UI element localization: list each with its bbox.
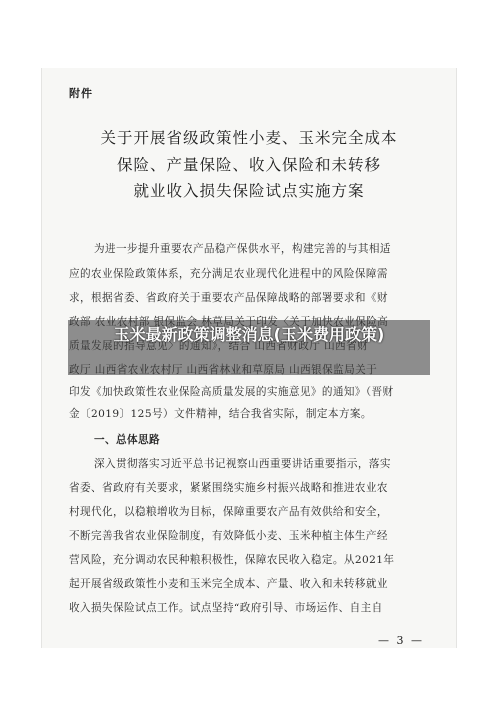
section-heading: 一、总体思路 [94, 434, 160, 446]
body-line: 印发《加快政策性农业保险高质量发展的实施意见》的通知》（晋财 [69, 386, 394, 398]
body-line: 求，根据省委、省政府关于重要农产品保障战略的部署要求和《财 [69, 292, 388, 304]
section-line: 省委、省政府有关要求，紧紧围绕实施乡村振兴战略和推进农业农 [69, 482, 388, 494]
section-line: 收入损失保险试点工作。试点坚持“政府引导、市场运作、自主自 [69, 602, 383, 614]
section-line: 起开展省级政策性小麦和玉米完全成本、产量、收入和未转移就业 [69, 578, 388, 590]
body-line: 金〔2019〕125号）文件精神，结合我省实际，制定本方案。 [69, 408, 372, 420]
document-title-line-3: 就业收入损失保险试点实施方案 [133, 182, 365, 200]
body-line: 应的农业保险政策体系，充分满足农业现代化进程中的风险保障需 [69, 268, 388, 280]
attachment-label: 附件 [69, 87, 93, 100]
body-line: 为进一步提升重要农产品稳产保供水平，构建完善的与其相适 [94, 243, 391, 255]
section-line: 村现代化，以稳粮增收为目标，保障重要农产品有效供给和安全， [69, 506, 388, 518]
document-title-line-2: 保险、产量保险、收入保险和未转移 [116, 156, 381, 174]
section-line: 深入贯彻落实习近平总书记视察山西重要讲话重要指示，落实 [94, 458, 391, 470]
overlay-title: 玉米最新政策调整消息(玉米费用政策) [113, 325, 385, 344]
document-title-line-1: 关于开展省级政策性小麦、玉米完全成本 [100, 129, 398, 147]
section-line: 营风险，充分调动农民种粮积极性，保障农民收入稳定。从2021年 [69, 554, 395, 566]
section-line: 不断完善我省农业保险制度，有效降低小麦、玉米种植主体生产经 [69, 530, 388, 542]
page-number: — 3 — [378, 634, 424, 647]
